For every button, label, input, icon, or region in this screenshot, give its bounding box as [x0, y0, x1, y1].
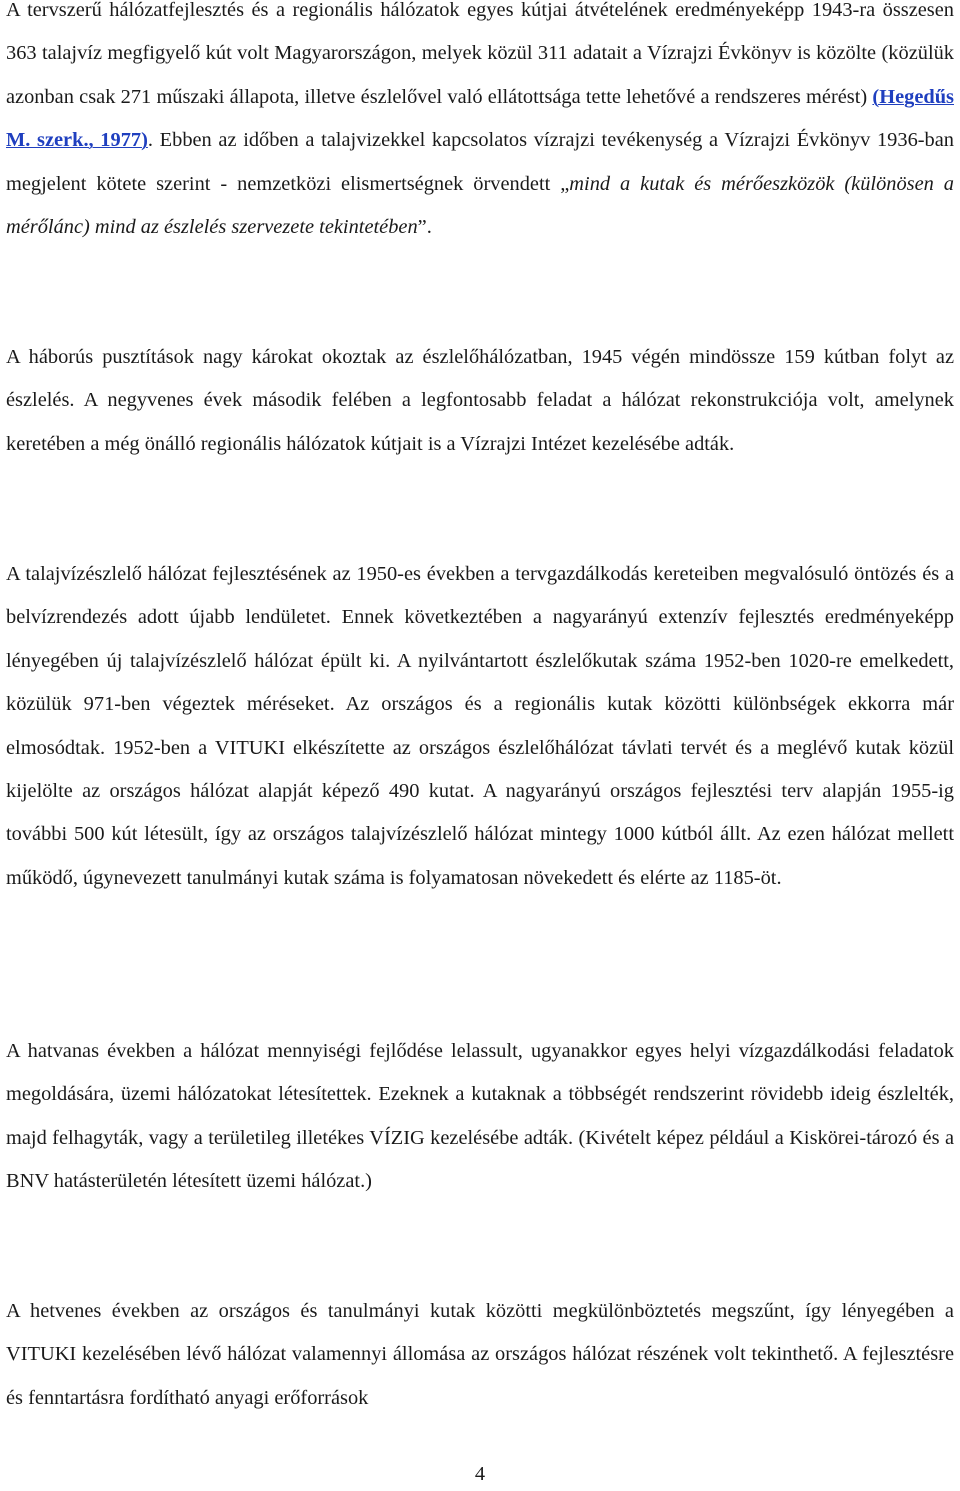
page-number: 4	[474, 1463, 486, 1485]
paragraph-1-text-c: ”.	[417, 216, 432, 239]
citation-link[interactable]: (Hegedűs M. szerk., 1977)	[6, 85, 954, 152]
paragraph-4: A hatvanas években a hálózat mennyiségi fejlődése lelassult, ugyanakkor egyes helyi vízgazdálkodási feladatok megoldására, üzemi hálózatokat létesítettek. Ezeknek a kutaknak a többségét rendszerint rövidebb ideig észlelték, majd felhagyták, vagy a területileg illetékes VÍZIG kezelésébe adták. (Kivételt képez például a Kiskörei-tározó és a BNV hatásterületén létesített üzemi hálózat.)	[6, 1040, 954, 1193]
paragraph-3: A talajvízészlelő hálózat fejlesztésének az 1950-es években a tervgazdálkodás kereteiben megvalósuló öntözés és a belvízrendezés adott újabb lendületet. Ennek következtében a nagyarányú extenzív fejlesztés eredményeképp lényegében új talajvízészlelő hálózat épült ki. A nyilvántartott észlelőkutak száma 1952-ben 1020-re emelkedett, közülük 971-ben végeztek méréseket. Az országos és a regionális kutak közötti különbségek ekkorra már elmosódtak. 1952-ben a VITUKI elkészítette az országos észlelőhálózat távlati tervét és a meglévő kutak közül kijelölte az országos hálózat alapját képező 490 kutat. A nagyarányú országos fejlesztési terv alapján 1955-ig további 500 kút létesült, így az országos talajvízészlelő hálózat mintegy 1000 kútból állt. Az ezen hálózat mellett működő, úgynevezett tanulmányi kutak száma is folyamatosan növekedett és elérte az 1185-öt.	[6, 563, 954, 889]
paragraph-1	[6, 0, 954, 249]
italic-quote: mind a kutak és mérőeszközök (különösen a mérőlánc) mind az észlelés szervezete tekintetében	[6, 172, 954, 239]
paragraph-5: A hetvenes években az országos és tanulmányi kutak közötti megkülönböztetés megszűnt, így lényegében a VITUKI kezelésében lévő hálózat valamennyi állomása az országos hálózat részének volt tekinthető. A fejlesztésre és fenntartásra fordítható anyagi erőforrások	[6, 1300, 954, 1409]
paragraph-1-text-b: . Ebben az időben a talajvizekkel kapcsolatos vízrajzi tevékenység a Vízrajzi Évkönyv 1936-ban megjelent kötete szerint - nemzetközi elismertségnek örvendett „	[6, 129, 955, 195]
paragraph-1-text-a: A tervszerű hálózatfejlesztés és a regionális hálózatok egyes kútjai átvételének eredményeképp 1943-ra összesen 363 talajvíz megfigyelő kút volt Magyarországon, melyek közül 311 adatait a Vízrajzi Évkönyv is közölte (közülük azonban csak 271 műszaki állapota, illetve észlelővel való ellátottsága tette lehetővé a rendszeres mérést)	[6, 0, 954, 108]
paragraph-2: A háborús pusztítások nagy károkat okoztak az észlelőhálózatban, 1945 végén mindössze 159 kútban folyt az észlelés. A negyvenes évek második felében a legfontosabb feladat a hálózat rekonstrukciója volt, amelynek keretében a még önálló regionális hálózatok kútjait is a Vízrajzi Intézet kezelésébe adták.	[6, 346, 954, 455]
